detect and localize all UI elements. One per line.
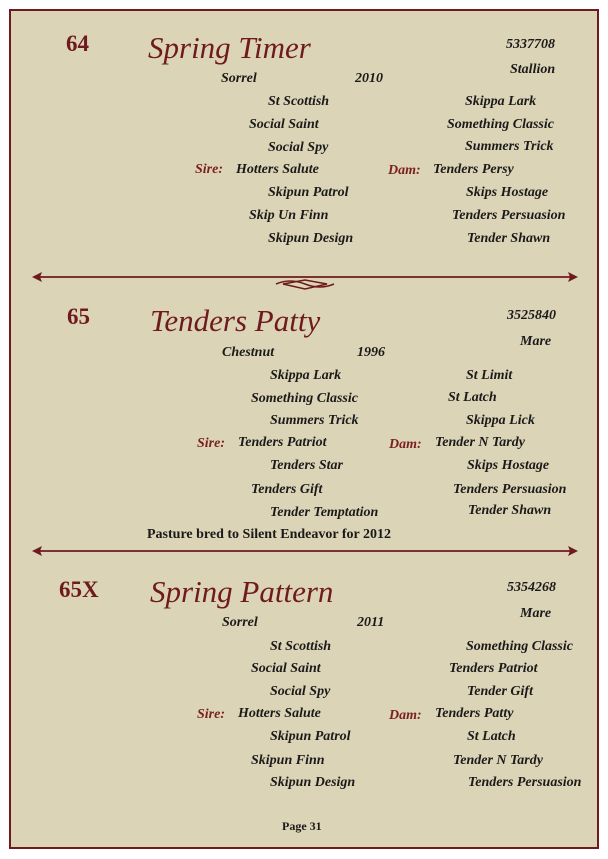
dam-label: Dam: [389,437,422,452]
dam-dam-dam: Tender Shawn [468,503,552,518]
sire-paternal: Social Saint [249,117,319,132]
section-divider [28,264,582,304]
foal-year: 2011 [357,615,385,630]
horse-sex: Stallion [510,62,556,77]
dam-label: Dam: [389,708,422,723]
foal-year: 2010 [355,71,383,86]
dam-grandsire: Skippa Lark [465,94,537,109]
sire-dam: Tenders Gift [251,482,323,497]
dam-granddam: Summers Trick [465,139,554,154]
dam-name: Tenders Persy [433,162,514,177]
sire-paternal: Something Classic [251,391,358,406]
registration-number: 5354268 [507,580,556,595]
sire-name: Hotters Salute [238,706,321,721]
dam-dam-dam: Tenders Persuasion [468,775,582,790]
lot-number: 65 [67,304,90,329]
sire-dam-sire: Skipun Patrol [270,729,351,744]
dam-paternal: Tenders Patriot [449,661,538,676]
sire-name: Tenders Patriot [238,435,327,450]
sire-dam-sire: Skipun Patrol [268,185,349,200]
dam-granddam: Tender Gift [467,684,533,699]
dam-dam: Tenders Persuasion [453,482,567,497]
sire-paternal: Social Saint [251,661,321,676]
sire-grandsire: Skippa Lark [270,368,342,383]
sire-name: Hotters Salute [236,162,319,177]
sire-granddam: Summers Trick [270,413,359,428]
dam-name: Tender N Tardy [435,435,525,450]
catalog-page [9,9,599,849]
horse-sex: Mare [520,334,552,349]
dam-name: Tenders Patty [435,706,514,721]
registration-number: 3525840 [507,308,556,323]
dam-dam-dam: Tender Shawn [467,231,551,246]
sire-dam-dam: Skipun Design [268,231,354,246]
dam-dam-sire: Skips Hostage [466,185,549,200]
dam-paternal: St Latch [448,390,497,405]
dam-dam-sire: St Latch [467,729,516,744]
sire-dam: Skip Un Finn [249,208,329,223]
lot-number: 64 [66,31,89,56]
registration-number: 5337708 [506,37,555,52]
sire-dam-dam: Skipun Design [270,775,356,790]
dam-grandsire: St Limit [466,368,513,383]
dam-granddam: Skippa Lick [466,413,535,428]
horse-color: Sorrel [222,615,258,630]
horse-color: Sorrel [221,71,257,86]
sire-grandsire: St Scottish [268,94,330,109]
sire-dam: Skipun Finn [251,753,325,768]
sire-granddam: Social Spy [268,140,329,155]
horse-name: Tenders Patty [150,303,321,338]
breeding-note: Pasture bred to Silent Endeavor for 2012 [147,527,391,542]
horse-name: Spring Pattern [150,574,334,609]
dam-dam: Tender N Tardy [453,753,543,768]
foal-year: 1996 [357,345,385,360]
sire-label: Sire: [195,162,223,177]
dam-dam-sire: Skips Hostage [467,458,550,473]
dam-paternal: Something Classic [447,117,554,132]
dam-dam: Tenders Persuasion [452,208,566,223]
horse-sex: Mare [520,606,552,621]
sire-label: Sire: [197,707,225,722]
page-number: Page 31 [282,819,322,833]
horse-name: Spring Timer [148,30,311,65]
dam-label: Dam: [388,163,421,178]
horse-color: Chestnut [222,345,275,360]
sire-grandsire: St Scottish [270,639,332,654]
sire-granddam: Social Spy [270,684,331,699]
sire-label: Sire: [197,436,225,451]
sire-dam-sire: Tenders Star [270,458,344,473]
sire-dam-dam: Tender Temptation [270,505,379,520]
lot-number: 65X [59,577,99,602]
dam-grandsire: Something Classic [466,639,573,654]
